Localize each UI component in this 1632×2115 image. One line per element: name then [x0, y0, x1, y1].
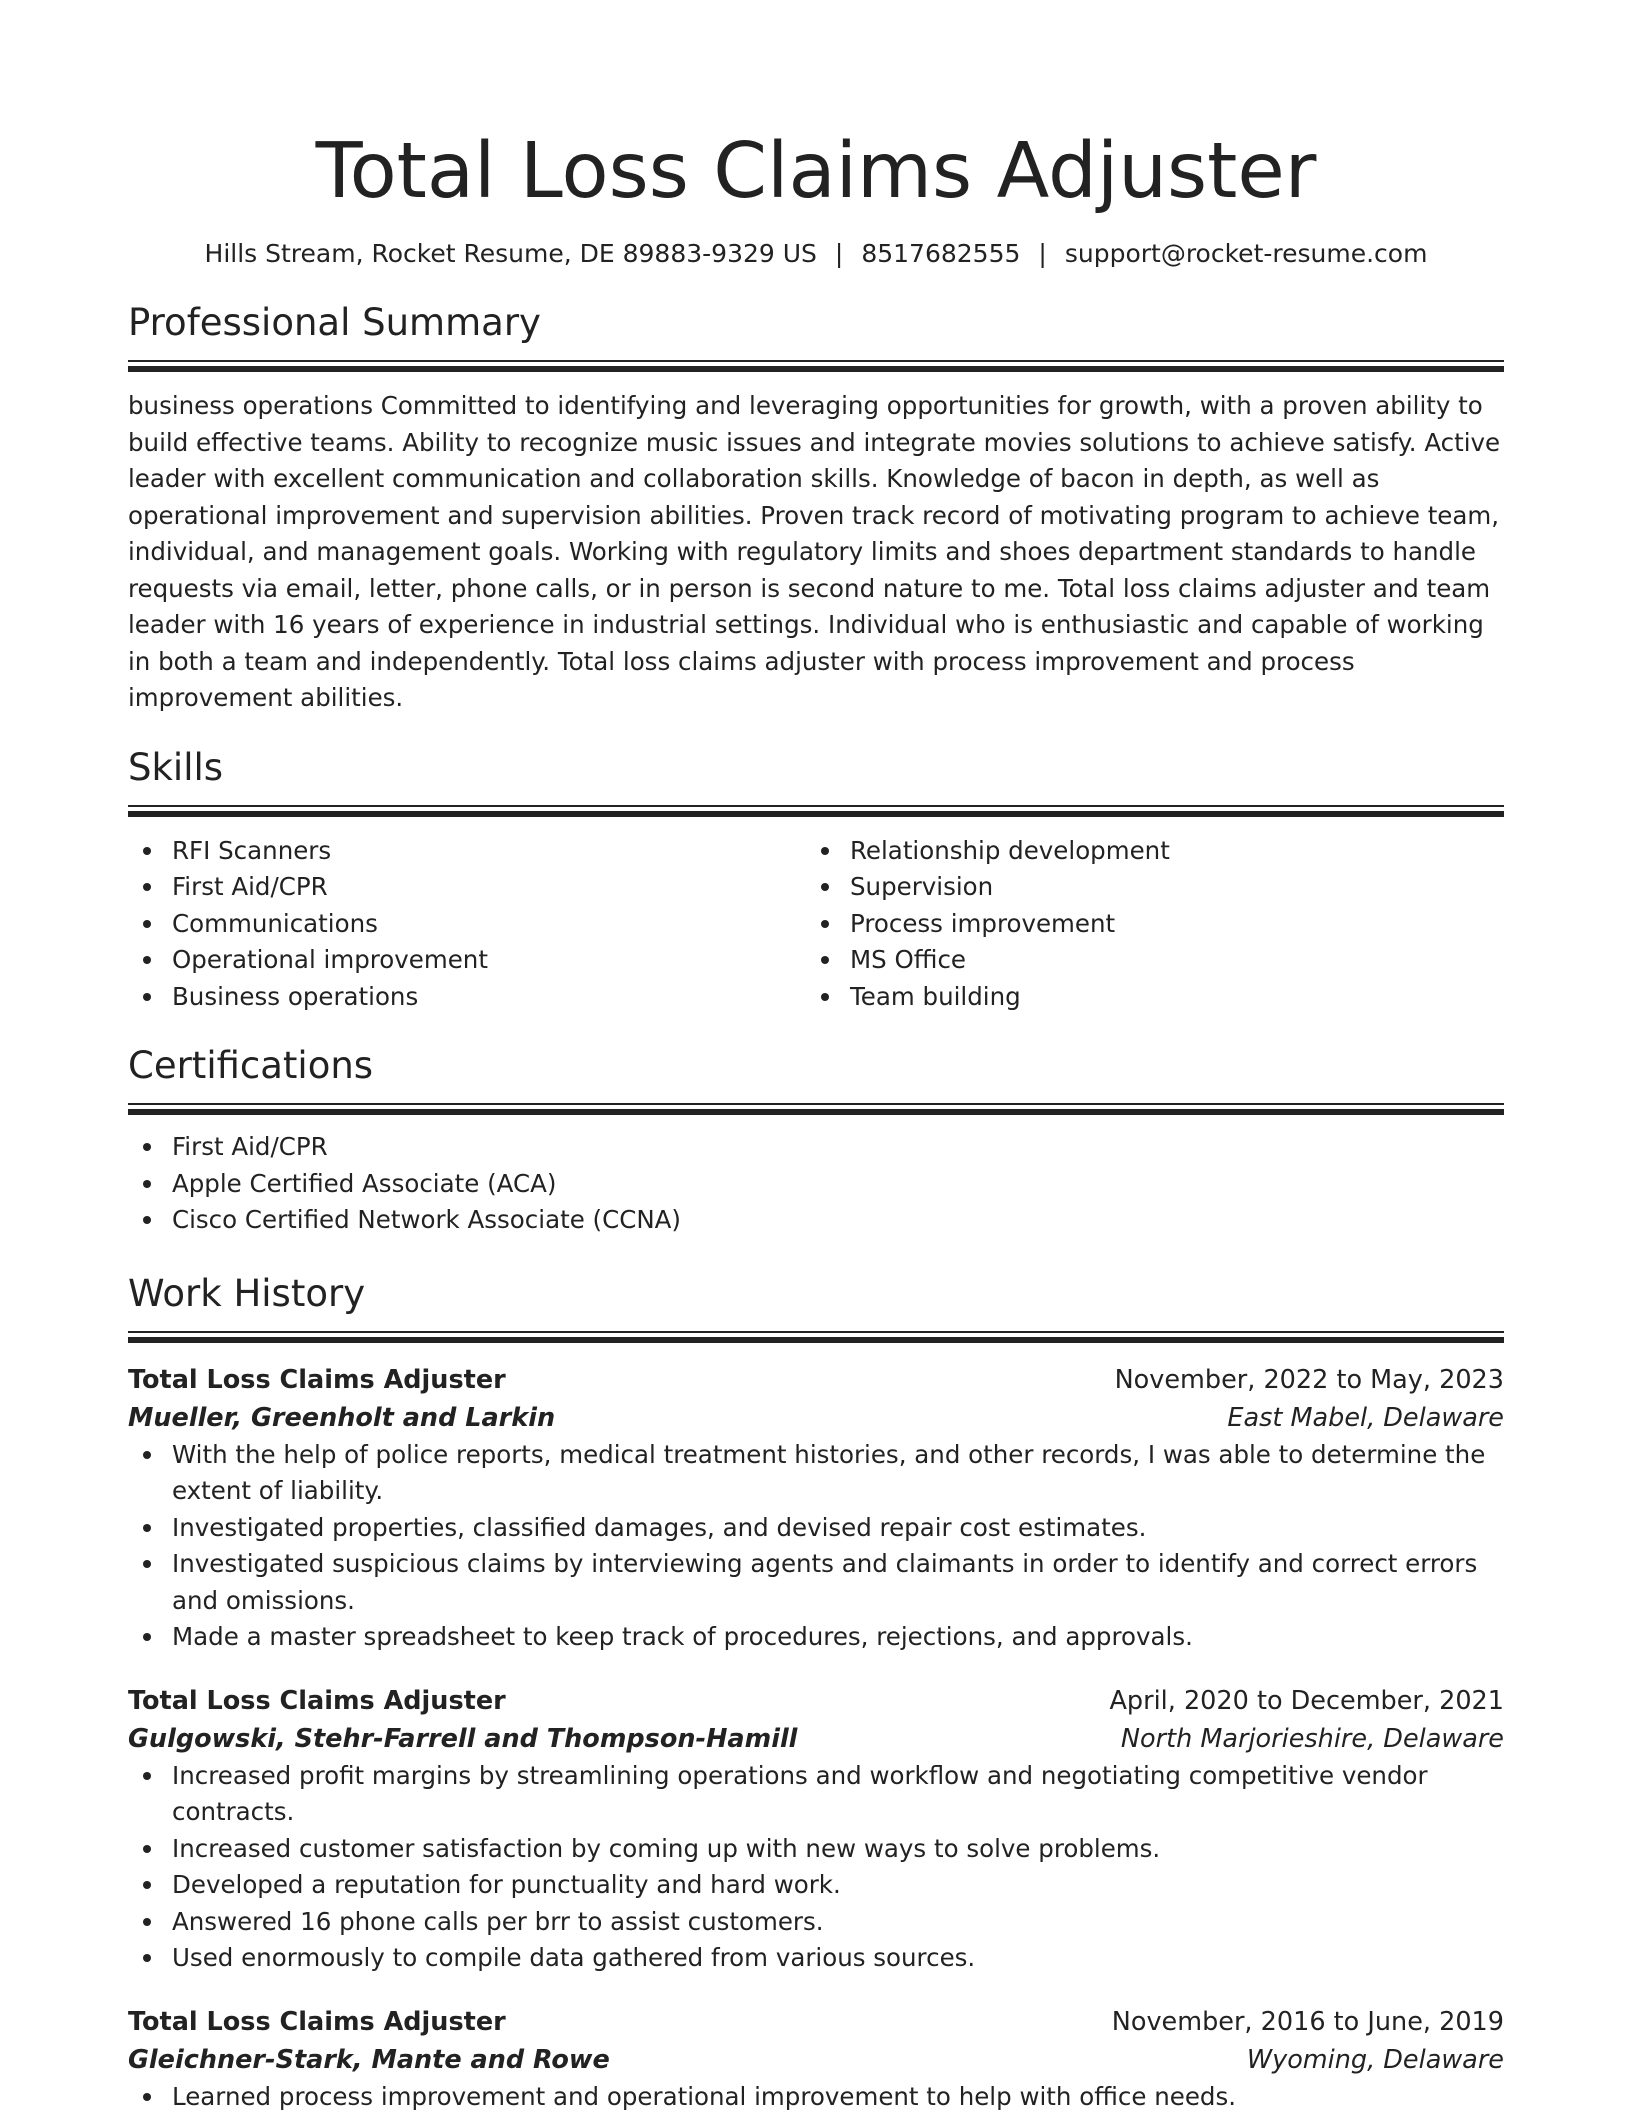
skills-heading: Skills [128, 745, 1504, 791]
job-company-row [128, 1399, 1504, 1437]
list-item-text: Cisco Certified Network Associate (CCNA) [172, 1205, 681, 1234]
list-item [128, 2079, 1504, 2115]
list-item [128, 1831, 1504, 1868]
bullet-icon [143, 1954, 151, 1962]
list-item-text: First Aid/CPR [172, 872, 328, 901]
list-item-text: Used enormously to compile data gathered from various sources. [172, 1943, 975, 1972]
certifications-heading: Certifications [128, 1043, 1504, 1089]
bullet-icon [143, 1845, 151, 1853]
contact-separator: | [835, 238, 843, 270]
bullet-icon [143, 2093, 151, 2101]
list-item [128, 869, 806, 906]
list-item [128, 1510, 1504, 1547]
list-item [128, 1619, 1504, 1656]
job-bullets [128, 1437, 1504, 1656]
list-item [128, 1202, 1504, 1239]
job-title: Total Loss Claims Adjuster [128, 2003, 506, 2041]
job-entry [128, 1682, 1504, 1977]
list-item-text: Increased customer satisfaction by coming up with new ways to solve problems. [172, 1834, 1160, 1863]
list-item-text: With the help of police reports, medical treatment histories, and other records, I was able to determine the extent of liability. [172, 1440, 1485, 1506]
list-item [128, 1940, 1504, 1977]
list-item-text: Investigated properties, classified damages, and devised repair cost estimates. [172, 1513, 1146, 1542]
bullet-icon [143, 1881, 151, 1889]
list-item-text: Learned process improvement and operational improvement to help with office needs. [172, 2082, 1236, 2111]
bullet-icon [143, 1918, 151, 1926]
job-entry [128, 2003, 1504, 2115]
list-item [128, 1129, 1504, 1166]
list-item-text: Process improvement [850, 909, 1115, 938]
list-item [128, 1904, 1504, 1941]
work-section [128, 1271, 1504, 2115]
bullet-icon [821, 956, 829, 964]
list-item-text: Operational improvement [172, 945, 488, 974]
list-item [806, 942, 1484, 979]
section-divider [128, 1331, 1504, 1343]
bullet-icon [143, 1772, 151, 1780]
job-company: Gleichner-Stark, Mante and Rowe [128, 2041, 610, 2079]
job-dates: November, 2016 to June, 2019 [1112, 2003, 1504, 2041]
list-item-text: Apple Certified Associate (ACA) [172, 1169, 556, 1198]
list-item [128, 1437, 1504, 1510]
list-item [128, 979, 806, 1016]
list-item [128, 906, 806, 943]
bullet-icon [143, 920, 151, 928]
list-item [128, 1758, 1504, 1831]
list-item-text: Developed a reputation for punctuality and hard work. [172, 1870, 841, 1899]
bullet-icon [143, 1180, 151, 1188]
summary-section [128, 300, 1504, 717]
bullet-icon [821, 883, 829, 891]
bullet-icon [143, 1143, 151, 1151]
jobs-list [128, 1361, 1504, 2115]
section-divider [128, 805, 1504, 817]
list-item [128, 1867, 1504, 1904]
list-item [128, 1166, 1504, 1203]
list-item [128, 942, 806, 979]
job-company-row [128, 2041, 1504, 2079]
list-item [806, 979, 1484, 1016]
contact-address: Hills Stream, Rocket Resume, DE 89883-9329 US [205, 239, 817, 268]
job-bullets [128, 1758, 1504, 1977]
contact-separator: | [1038, 238, 1046, 270]
job-bullets [128, 2079, 1504, 2115]
job-location: East Mabel, Delaware [1227, 1399, 1504, 1437]
job-dates: April, 2020 to December, 2021 [1109, 1682, 1504, 1720]
bullet-icon [143, 847, 151, 855]
bullet-icon [143, 1451, 151, 1459]
skills-left-column [128, 833, 806, 1016]
resume-page [128, 0, 1504, 2115]
contact-email: support@rocket-resume.com [1065, 239, 1428, 268]
job-header-row [128, 1682, 1504, 1720]
list-item [806, 833, 1484, 870]
skills-right-column [806, 833, 1484, 1016]
list-item [806, 869, 1484, 906]
summary-text: business operations Committed to identifying and leveraging opportunities for growth, with a proven ability to build effective teams. Ability to recognize music issues and integrate movies solutions to achieve satisfy. Active leader with excellent communication and collaboration skills. Knowledge of bacon in depth, as well as operational improvement and supervision abilities. Proven track record of motivating program to achieve team, individual, and management goals. Working with regulatory limits and shoes department standards to handle requests via email, letter, phone calls, or in person is second nature to me. Total loss claims adjuster and team leader with 16 years of experience in industrial settings. Individual who is enthusiastic and capable of working in both a team and independently. Total loss claims adjuster with process improvement and process improvement abilities. [128, 388, 1504, 717]
list-item [806, 906, 1484, 943]
bullet-icon [143, 1560, 151, 1568]
certifications-section [128, 1043, 1504, 1239]
skills-grid [128, 833, 1504, 1016]
resume-name: Total Loss Claims Adjuster [128, 124, 1504, 220]
list-item-text: First Aid/CPR [172, 1132, 328, 1161]
bullet-icon [143, 993, 151, 1001]
contact-line [128, 238, 1504, 270]
work-heading: Work History [128, 1271, 1504, 1317]
list-item-text: Team building [850, 982, 1021, 1011]
list-item-text: MS Office [850, 945, 966, 974]
list-item-text: Relationship development [850, 836, 1170, 865]
list-item-text: Answered 16 phone calls per brr to assist customers. [172, 1907, 824, 1936]
bullet-icon [143, 956, 151, 964]
job-entry [128, 1361, 1504, 1656]
bullet-icon [143, 883, 151, 891]
job-location: North Marjorieshire, Delaware [1121, 1720, 1504, 1758]
list-item-text: Business operations [172, 982, 418, 1011]
job-title: Total Loss Claims Adjuster [128, 1682, 506, 1720]
summary-heading: Professional Summary [128, 300, 1504, 346]
job-header-row [128, 1361, 1504, 1399]
bullet-icon [143, 1216, 151, 1224]
job-title: Total Loss Claims Adjuster [128, 1361, 506, 1399]
job-company: Gulgowski, Stehr-Farrell and Thompson-Hamill [128, 1720, 797, 1758]
bullet-icon [143, 1633, 151, 1641]
bullet-icon [821, 847, 829, 855]
job-company-row [128, 1720, 1504, 1758]
list-item-text: Communications [172, 909, 378, 938]
list-item-text: RFI Scanners [172, 836, 331, 865]
bullet-icon [821, 920, 829, 928]
section-divider [128, 360, 1504, 372]
list-item [128, 1546, 1504, 1619]
bullet-icon [143, 1524, 151, 1532]
list-item-text: Supervision [850, 872, 993, 901]
section-divider [128, 1103, 1504, 1115]
list-item [128, 833, 806, 870]
contact-phone: 8517682555 [861, 239, 1020, 268]
job-dates: November, 2022 to May, 2023 [1115, 1361, 1504, 1399]
job-location: Wyoming, Delaware [1247, 2041, 1504, 2079]
skills-section [128, 745, 1504, 1016]
certifications-list [128, 1129, 1504, 1239]
bullet-icon [821, 993, 829, 1001]
job-company: Mueller, Greenholt and Larkin [128, 1399, 555, 1437]
list-item-text: Investigated suspicious claims by interviewing agents and claimants in order to identify and correct errors and omissions. [172, 1549, 1477, 1615]
job-header-row [128, 2003, 1504, 2041]
list-item-text: Made a master spreadsheet to keep track of procedures, rejections, and approvals. [172, 1622, 1193, 1651]
list-item-text: Increased profit margins by streamlining operations and workflow and negotiating competitive vendor contracts. [172, 1761, 1428, 1827]
